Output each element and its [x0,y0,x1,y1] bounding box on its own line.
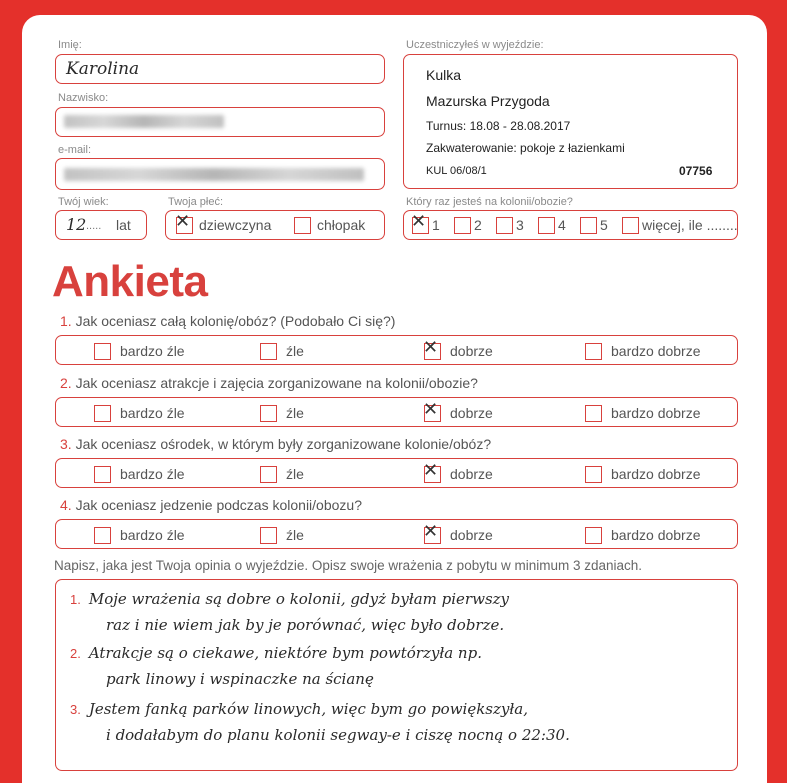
question-4-text: 4. Jak oceniasz jedzenie podczas kolonii/obozu? [60,497,362,513]
first-name-field[interactable] [55,54,385,84]
question-4-option-4[interactable]: bardzo dobrze [585,526,701,544]
age-dots: ..... [86,220,102,232]
question-1-answers [55,335,738,365]
answer-checkbox[interactable]: ✕ [424,405,441,422]
gender-label: Twoja płeć: [168,196,224,208]
question-3-text: 3. Jak oceniasz ośrodek, w którym były zorganizowane kolonie/obóz? [60,436,492,452]
opinion-prompt: Napisz, jaka jest Twoja opinia o wyjeździe. Opisz swoje wrażenia z pobytu w minimum 3 zdaniach. [54,558,643,573]
trip-turnus: Turnus: 18.08 - 28.08.2017 [426,119,571,133]
answer-checkbox[interactable] [585,527,602,544]
answer-checkbox[interactable] [94,466,111,483]
question-1-option-3[interactable]: ✕ dobrze [423,336,493,360]
trip-accommodation: Zakwaterowanie: pokoje z łazienkami [426,141,625,155]
answer-checkbox[interactable] [585,405,602,422]
gender-boy-checkbox[interactable] [294,217,311,234]
answer-checkbox[interactable]: ✕ [424,466,441,483]
survey-sheet [22,15,767,783]
question-3-answers [55,458,738,488]
answer-checkbox[interactable] [260,405,277,422]
times-label: Który raz jesteś na kolonii/obozie? [406,196,573,208]
gender-option-boy[interactable]: chłopak [294,216,365,234]
opinion-line: 2. Atrakcje są o ciekawe, niektóre bym powtórzyła np. [70,644,482,662]
opinion-line: raz i nie wiem jak by je porównać, więc było dobrze. [106,616,505,634]
question-1-text: 1. Jak oceniasz całą kolonię/obóz? (Podobało Ci się?) [60,313,396,329]
times-option-3[interactable]: 3 [496,216,524,234]
trip-line1: Kulka [426,67,462,83]
times-option-5[interactable]: 5 [580,216,608,234]
answer-checkbox[interactable] [585,466,602,483]
trip-label: Uczestniczyłeś w wyjeździe: [406,39,544,51]
question-3-option-2[interactable]: źle [260,465,304,483]
answer-checkbox[interactable]: ✕ [424,343,441,360]
first-name-value: Karolina [66,59,140,79]
first-name-label: Imię: [58,39,82,51]
question-2-option-1[interactable]: bardzo źle [94,404,185,422]
question-4-answers [55,519,738,549]
email-label: e-mail: [58,144,92,156]
times-option-4[interactable]: 4 [538,216,566,234]
question-2-option-4[interactable]: bardzo dobrze [585,404,701,422]
gender-option-girl[interactable]: ✕ dziewczyna [175,210,272,234]
question-4-option-3[interactable]: ✕ dobrze [423,520,493,544]
opinion-box[interactable] [55,579,738,771]
question-4-option-2[interactable]: źle [260,526,304,544]
times-option-more[interactable]: więcej, ile ........ [622,216,738,234]
answer-checkbox[interactable] [260,527,277,544]
answer-checkbox[interactable] [94,405,111,422]
age-value: 12 [66,215,87,234]
question-3-option-1[interactable]: bardzo źle [94,465,185,483]
opinion-line: 1. Moje wrażenia są dobre o kolonii, gdyż byłam pierwszy [70,590,510,608]
times-option-2[interactable]: 2 [454,216,482,234]
trip-number: 07756 [679,164,713,178]
opinion-line: i dodałabym do planu kolonii segway-e i ciszę nocną o 22:30. [106,726,570,744]
answer-checkbox[interactable] [94,343,111,360]
question-2-answers [55,397,738,427]
answer-checkbox[interactable] [94,527,111,544]
trip-box [403,54,738,189]
times-field [403,210,738,240]
question-2-option-2[interactable]: źle [260,404,304,422]
times-option-1[interactable]: ✕ 1 [411,210,440,234]
last-name-field[interactable] [55,107,385,137]
opinion-line: 3. Jestem fanką parków linowych, więc bym go powiększyła, [70,700,528,718]
age-unit: lat [116,217,131,233]
last-name-label: Nazwisko: [58,92,109,104]
question-3-option-3[interactable]: ✕ dobrze [423,459,493,483]
question-1-option-2[interactable]: źle [260,342,304,360]
age-field[interactable] [55,210,147,240]
question-3-option-4[interactable]: bardzo dobrze [585,465,701,483]
last-name-redacted [64,115,224,128]
age-label: Twój wiek: [58,196,109,208]
answer-checkbox[interactable]: ✕ [424,527,441,544]
question-1-option-1[interactable]: bardzo źle [94,342,185,360]
question-2-text: 2. Jak oceniasz atrakcje i zajęcia zorganizowane na kolonii/obozie? [60,375,478,391]
gender-field [165,210,385,240]
answer-checkbox[interactable] [260,343,277,360]
trip-line2: Mazurska Przygoda [426,93,550,109]
gender-girl-checkbox[interactable]: ✕ [176,217,193,234]
answer-checkbox[interactable] [260,466,277,483]
question-2-option-3[interactable]: ✕ dobrze [423,398,493,422]
question-1-option-4[interactable]: bardzo dobrze [585,342,701,360]
question-4-option-1[interactable]: bardzo źle [94,526,185,544]
survey-title: Ankieta [52,257,208,306]
answer-checkbox[interactable] [585,343,602,360]
trip-code: KUL 06/08/1 [426,165,487,177]
opinion-line: park linowy i wspinaczke na ścianę [106,670,374,688]
email-redacted [64,168,364,181]
email-field[interactable] [55,158,385,190]
